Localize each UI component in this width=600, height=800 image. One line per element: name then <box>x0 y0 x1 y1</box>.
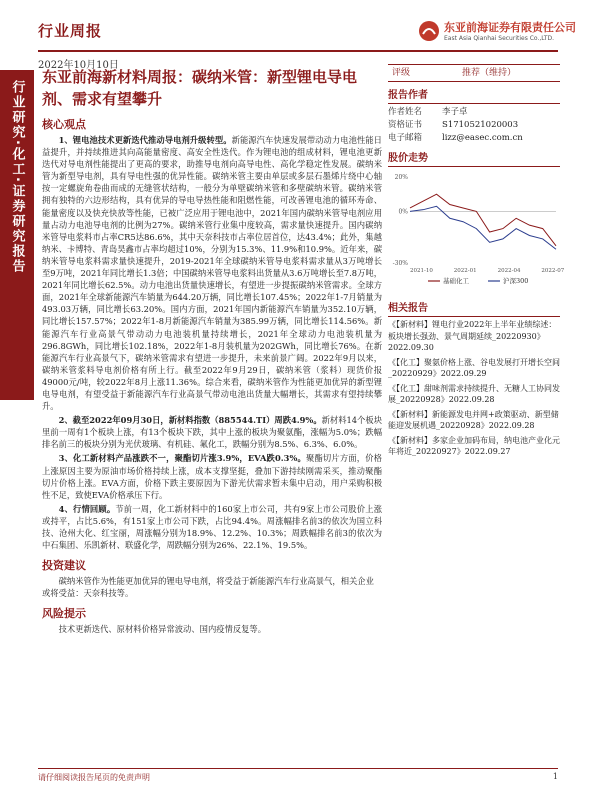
side-banner-text: 行业研究·化工·证券研究报告 <box>9 80 25 274</box>
chart-x-tick: 2022-04 <box>497 268 521 274</box>
rating-label: 评级 <box>392 68 411 78</box>
stock-chart <box>388 171 565 291</box>
chart-legend-label: 沪深300 <box>503 277 529 285</box>
paragraph-2: 2、截至2022年09月30日，新材料指数（885544.TI）周跌4.9%。新材料14个板块里前一周有1个板块上涨，有13个板块下跌，其中上涨的板块为聚氨酯，涨幅为5.0%；跌幅排名前三的板块分别为光伏玻璃、有机硅、氟化工，跌幅分别为8.5%、6.3%、6.0%。 <box>42 415 382 450</box>
related-item[interactable]: 《【化工】甜味剂需求持续提升、无糖人工协同发展_20220928》2022.09.28 <box>388 383 560 404</box>
paragraph-4: 4、行情回顾。节前一周，化工新材料中的160家上市公司，共有9家上市公司股价上涨或持平，占比5.6%，有151家上市公司下跌，占比94.4%。周涨幅排名前3的依次为国立科技、沧州大化、红宝丽，周涨幅分别为18.9%、12.2%、10.3%；周跌幅排名前3的依次为中石集团、乐凯新材、联盛化学，周跌幅分别为26%、22.1%、19.5%。 <box>42 503 382 551</box>
rating-value: 推荐（维持） <box>462 68 517 78</box>
company-logo <box>418 16 576 50</box>
risk-heading: 风险提示 <box>42 607 86 621</box>
invest-text: 碳纳米管作为性能更加优异的锂电导电剂，将受益于新能源汽车行业高景气，相关企业或将受益：天奈科技等。 <box>42 576 374 599</box>
footer <box>38 768 558 783</box>
paragraph-1: 1、锂电池技术更新迭代推动导电剂升级转型。新能源汽车快速发展带动动力电池性能日益提升，并持续推进其向高能量密度、高安全性迭代。作为锂电池的组成材料，锂电池更新迭代对导电剂性能提出了更高的要求，助推导电剂向高导电性、高化学稳定性发展。碳纳米管为新型导电剂，具有导电性强的优异性能。碳纳米管主要由单层或多层石墨烯片绕中心轴按一定螺旋角卷曲而成的无缝管状结构，一般分为单壁碳纳米管和多壁碳纳米管。碳纳米管拥有独特的六边形结构，具有优异的导电导热性能和阻燃性能，可改善锂电池的循环寿命、能量密度以及快充快放等性能，已被广泛应用于锂电池中，2021年国内碳纳米管导电剂应用量占动力电池导电剂的比例为27%。碳纳米管行业集中度较高，需求量快速提升。国内碳纳米管导电浆料市占率CR5达86.6%，其中天奈科技市占率位居首位，达43.4%；此外，集越纳米、卡博特、青岛昊鑫市占率均超过10%，分别为15.3%、11.9%和10.9%。近年来，碳纳米管导电浆料需求量快速提升，2019-2021年全球碳纳米管导电浆料需求量从3万吨增长至9万吨，2021年同比增长1.3倍；中国碳纳米管导电浆料出货量从3.6万吨增长至7.8万吨，2021年同比增长62.5%。动力电池出货量快速增长，有望进一步提振碳纳米管需求。全球方面，2021年全球新能源汽车销量为644.20万辆，同比增长107.45%；2022年1-7月销量为493.03万辆，同比增长63.20%。国内方面，2021年国内新能源汽车销量为352.10万辆，同比增长157.57%；2022年1-8月新能源汽车销量为385.99万辆，同比增长114.56%。新能源汽车行业高景气带动动力电池装机量持续增长，2021年全球动力电池装机量为296.8GWh，同比增长102.18%，2022年1-8月装机量为202GWh，同比增长76%。在新能源汽车行业高景气下，碳纳米管需求有望进一步提升，未来前景广阔。2022年9月以来，碳纳米管浆料导电剂价格有所上行。截至2022年9月29日，碳纳米管（浆料）现货价报49000元/吨，较2022年8月上涨11.36%。综合来看，碳纳米管作为性能更加优异的新型锂电导电剂，有望受益于新能源汽车行业高景气带动电池出货量大幅增长，其需求有望持续攀升。 <box>42 135 382 412</box>
risk-text: 技术更新迭代、原材料价格异常波动、国内疫情反复等。 <box>58 624 267 635</box>
related-item[interactable]: 《【化工】聚氨价格上涨、谷电发展打开增长空间_20220929》2022.09.29 <box>388 357 560 378</box>
author-email[interactable]: lizz@easec.com.cn <box>442 133 523 143</box>
chart-x-tick: 2022-07 <box>541 268 565 274</box>
logo-mark-icon <box>418 20 440 42</box>
related-item[interactable]: 《【新材料】锂电行业2022年上半年业绩综述：板块增长强劲、景气周期延续_20220930》2022.09.30 <box>388 320 557 352</box>
related-item[interactable]: 《【新材料】新能源发电并网+政策驱动、新型储能迎发展机遇_20220928》2022.09.28 <box>388 409 559 430</box>
chart-legend-label: 基础化工 <box>443 277 469 285</box>
main-column <box>42 64 382 635</box>
side-banner <box>0 70 34 400</box>
chart-y-tick: 0% <box>398 208 408 216</box>
author-info: 作者姓名 李子卓 资格证书 S1710521020003 电子邮箱 lizz@easec.com.cn <box>388 107 523 143</box>
related-item[interactable]: 《【新材料】多家企业加码布局，纳电池产业化元年将近_20220927》2022.09.27 <box>388 435 560 456</box>
chart-x-tick: 2022-01 <box>453 268 477 274</box>
report-title: 东亚前海新材料周报：碳纳米管：新型锂电导电剂、需求有望攀升 <box>42 68 358 108</box>
chart-series-line-0 <box>410 194 556 246</box>
logo-cn: 东亚前海证券有限责任公司 <box>444 21 576 34</box>
related-list <box>388 319 560 458</box>
chart-x-tick: 2021-10 <box>410 268 433 274</box>
chart-y-tick: 20% <box>394 174 408 181</box>
core-body <box>42 134 382 551</box>
invest-heading: 投资建议 <box>42 559 86 573</box>
header-bar <box>38 14 576 52</box>
chart-series-line-1 <box>410 206 556 249</box>
right-column <box>388 64 565 461</box>
core-heading: 核心观点 <box>42 118 86 131</box>
paragraph-3: 3、化工新材料产品涨跌不一，聚酯切片涨3.9%，EVA跌0.3%。聚酯切片方面，价格上涨原因主要为原油市场价格持续上涨，成本支撑坚挺，叠加下游持续刚需采买，推动聚酯切片价格上涨。EVA方面，价格下跌主要原因为下游光伏需求暂未集中启动，用户采购积极性不足，致使EVA价格承压下行。 <box>42 453 382 500</box>
page-number: 1 <box>552 772 558 781</box>
chart-y-tick: -30% <box>392 260 408 267</box>
report-date: 2022年10月10日 <box>38 60 119 71</box>
related-heading: 相关报告 <box>388 299 560 317</box>
logo-en: East Asia Qianhai Securities Co.,LTD. <box>444 35 555 42</box>
disclaimer-note: 请仔细阅读报告尾页的免责声明 <box>38 773 150 782</box>
author-heading: 报告作者 <box>388 86 560 104</box>
report-type-tag: 行业周报 <box>38 22 103 40</box>
stock-heading: 股价走势 <box>388 149 560 167</box>
rating-bar <box>388 64 560 82</box>
